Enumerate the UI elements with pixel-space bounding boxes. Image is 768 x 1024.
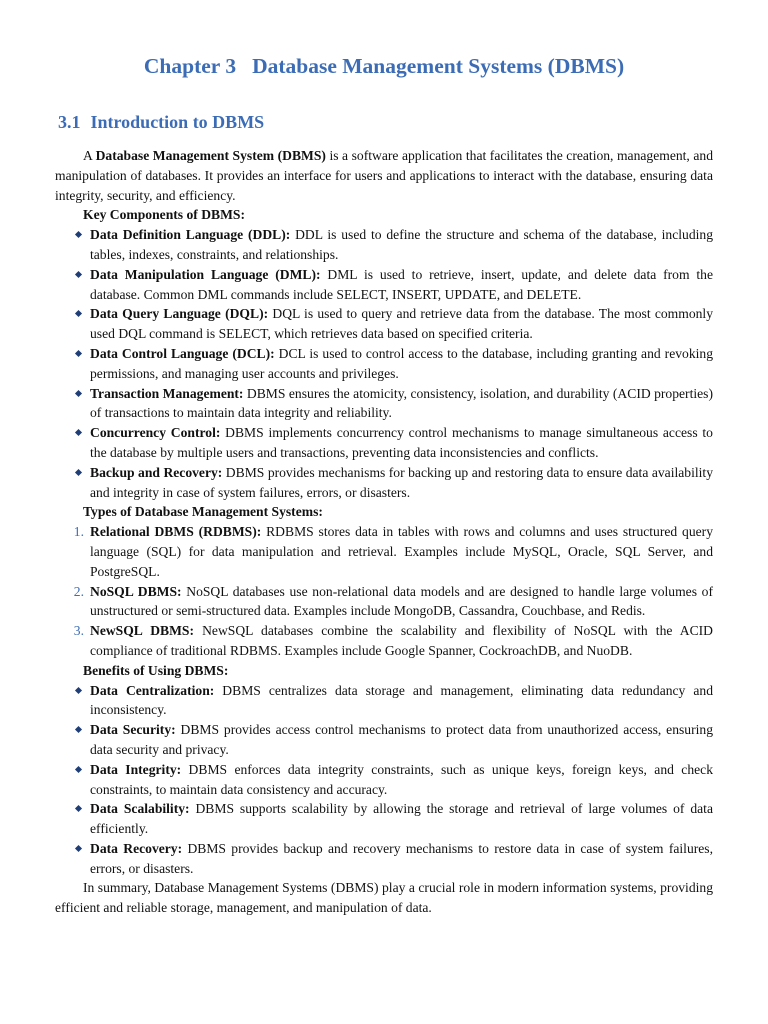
benefits-list bbox=[55, 681, 713, 879]
item-term: Data Query Language (DQL): bbox=[90, 306, 269, 322]
item-text: DBMS provides access control mechanisms to protect data from unauthorized access, ensuring data security and privacy. bbox=[90, 722, 713, 757]
benefits-heading: Benefits of Using DBMS: bbox=[83, 662, 229, 678]
item-term: Data Scalability: bbox=[90, 801, 190, 817]
list-item bbox=[55, 423, 713, 463]
chapter-title bbox=[0, 51, 768, 81]
item-text: RDBMS stores data in tables with rows and columns and uses structured query language (SQL) for data manipulation and retrieval. Examples include MySQL, Oracle, SQL Server, and PostgreSQL. bbox=[90, 524, 713, 579]
item-term: Data Recovery: bbox=[90, 840, 183, 856]
item-term: Relational DBMS (RDBMS): bbox=[90, 524, 262, 540]
bullet-icon bbox=[75, 350, 82, 357]
item-text: DBMS implements concurrency control mechanisms to manage simultaneous access to the database by multiple users and transactions, preventing data inconsistencies and conflicts. bbox=[90, 425, 713, 460]
bullet-icon bbox=[75, 390, 82, 397]
item-term: Concurrency Control: bbox=[90, 425, 221, 441]
list-item bbox=[55, 681, 713, 721]
body-text bbox=[55, 146, 713, 918]
list-item bbox=[55, 720, 713, 760]
intro-text: is a software application that facilitates the creation, management, and manipulation of databases. It provides an interface for users and applications to interact with the database, ensuring data integrity, security, and efficiency. bbox=[55, 148, 713, 203]
list-item bbox=[55, 799, 713, 839]
chapter-name: Database Management Systems (DBMS) bbox=[252, 54, 625, 78]
summary-paragraph: In summary, Database Management Systems (DBMS) play a crucial role in modern information systems, providing efficient and reliable storage, management, and manipulation of data. bbox=[55, 880, 713, 916]
item-text: DBMS ensures the atomicity, consistency, isolation, and durability (ACID properties) of transactions to maintain data integrity and reliability. bbox=[90, 385, 713, 421]
section-number: 3.1 bbox=[58, 112, 81, 132]
bullet-icon bbox=[75, 469, 82, 476]
item-text: DBMS centralizes data storage and management, eliminating data redundancy and inconsistency. bbox=[90, 682, 713, 718]
list-item bbox=[55, 225, 713, 265]
intro-paragraph bbox=[55, 146, 713, 205]
item-term: Data Definition Language (DDL): bbox=[90, 227, 291, 243]
chapter-number: Chapter 3 bbox=[143, 54, 237, 78]
item-text: DML is used to retrieve, insert, update, and delete data from the database. Common DML commands include SELECT, INSERT, UPDATE, and DELETE. bbox=[90, 266, 714, 302]
item-term: Data Security: bbox=[90, 722, 176, 738]
bullet-icon bbox=[75, 845, 82, 852]
item-term: Data Centralization: bbox=[90, 682, 215, 698]
item-term: Transaction Management: bbox=[90, 385, 244, 401]
components-heading: Key Components of DBMS: bbox=[83, 207, 245, 223]
item-term: NewSQL DBMS: bbox=[90, 623, 195, 639]
list-item bbox=[55, 384, 713, 424]
item-text: DCL is used to control access to the database, including granting and revoking permissions, and managing user accounts and privileges. bbox=[90, 345, 713, 381]
bullet-icon bbox=[75, 429, 82, 436]
item-text: DBMS enforces data integrity constraints, such as unique keys, foreign keys, and check constraints, to maintain data consistency and accuracy. bbox=[90, 761, 713, 797]
section-name: Introduction to DBMS bbox=[90, 112, 265, 132]
bullet-icon bbox=[75, 271, 82, 278]
intro-lead: A bbox=[83, 148, 93, 163]
item-text: NoSQL databases use non-relational data models and are designed to handle large volumes of unstructured or semi-structured data. Examples include MongoDB, Cassandra, Couchbase, and Redis. bbox=[90, 583, 714, 619]
bullet-icon bbox=[75, 686, 82, 693]
item-term: NoSQL DBMS: bbox=[90, 583, 182, 599]
item-term: Backup and Recovery: bbox=[90, 464, 223, 480]
list-item bbox=[55, 265, 713, 305]
item-text: DBMS provides mechanisms for backing up and restoring data to ensure data availability and integrity in case of system failures, errors, or disasters. bbox=[90, 464, 713, 500]
list-item bbox=[55, 344, 713, 384]
item-text: DBMS supports scalability by allowing the storage and retrieval of large volumes of data efficiently. bbox=[90, 801, 713, 837]
item-term: Data Manipulation Language (DML): bbox=[90, 266, 321, 282]
types-heading: Types of Database Management Systems: bbox=[83, 504, 323, 520]
list-item bbox=[55, 522, 713, 581]
bullet-icon bbox=[75, 766, 82, 773]
intro-term: Database Management System (DBMS) bbox=[95, 148, 326, 163]
list-item bbox=[55, 839, 713, 879]
bullet-icon bbox=[75, 231, 82, 238]
list-item bbox=[55, 760, 713, 800]
item-text: DQL is used to query and retrieve data from the database. The most commonly used DQL command is SELECT, which retrieves data based on specified criteria. bbox=[90, 306, 713, 342]
types-list bbox=[55, 522, 713, 661]
bullet-icon bbox=[75, 726, 82, 733]
bullet-icon bbox=[75, 805, 82, 812]
list-item bbox=[55, 463, 713, 503]
section-title bbox=[58, 109, 264, 135]
item-number: 1. bbox=[73, 524, 84, 540]
components-list bbox=[55, 225, 713, 502]
bullet-icon bbox=[75, 310, 82, 317]
list-item bbox=[55, 304, 713, 344]
item-term: Data Control Language (DCL): bbox=[90, 345, 275, 361]
list-item bbox=[55, 621, 713, 661]
item-number: 2. bbox=[73, 583, 84, 599]
item-text: DBMS provides backup and recovery mechanisms to restore data in case of system failures, errors, or disasters. bbox=[90, 840, 713, 876]
item-term: Data Integrity: bbox=[90, 761, 182, 777]
list-item bbox=[55, 582, 713, 622]
item-number: 3. bbox=[73, 623, 84, 639]
item-text: NewSQL databases combine the scalability and flexibility of NoSQL with the ACID compliance of traditional RDBMS. Examples include Google Spanner, CockroachDB, and NuoDB. bbox=[90, 623, 713, 658]
item-text: DDL is used to define the structure and schema of the database, including tables, indexes, constraints, and relationships. bbox=[90, 227, 713, 262]
